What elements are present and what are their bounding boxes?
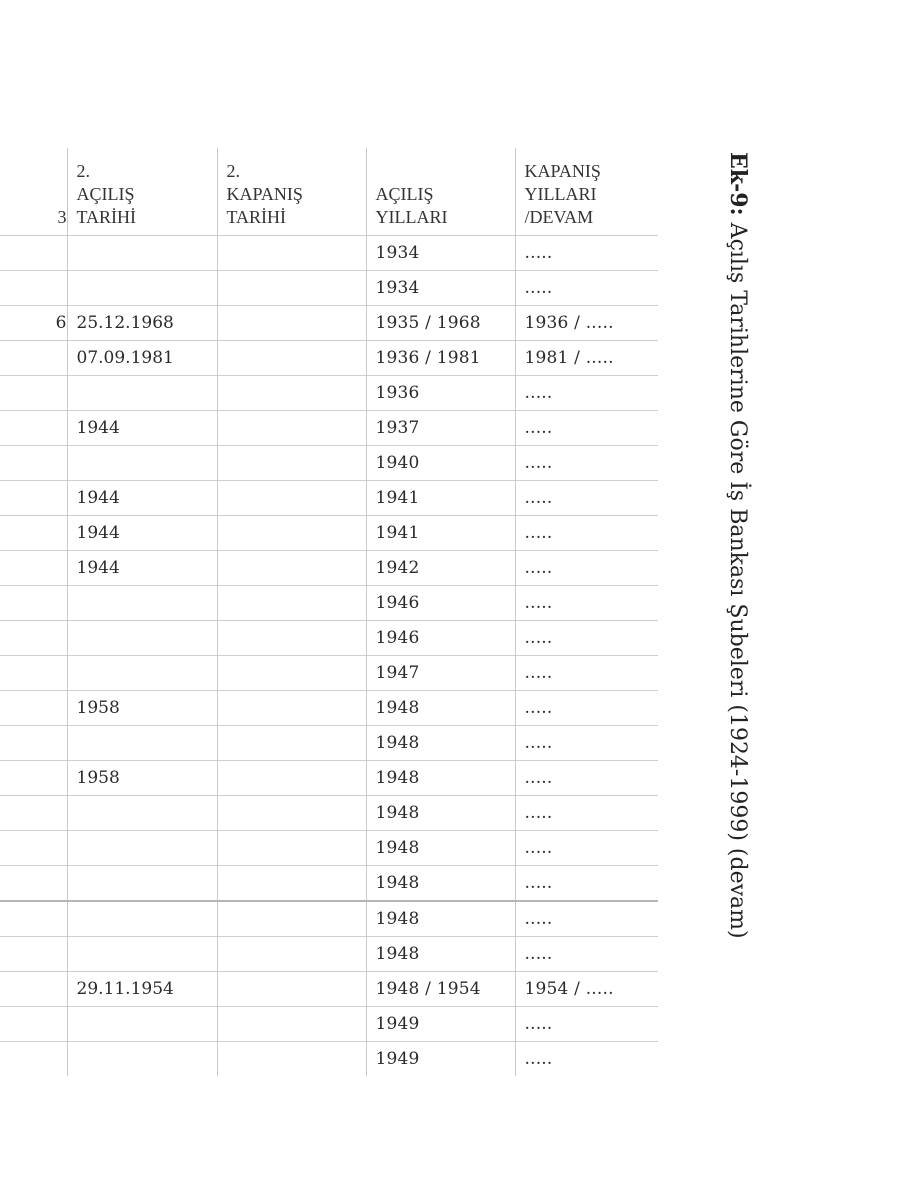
branch-table-container: [0, 148, 658, 1076]
header-row: [0, 148, 658, 236]
clipped-cell: [0, 621, 67, 656]
table-row: [0, 937, 658, 972]
second-opening-date-cell: 1944: [67, 481, 217, 516]
table-row: [0, 306, 658, 341]
header-closing-years-continuing: KAPANIŞ YILLARI /DEVAM: [515, 148, 658, 236]
table-header: [0, 148, 658, 236]
second-opening-date-cell: [67, 586, 217, 621]
closing-years-cell: .....: [515, 901, 658, 937]
second-opening-date-cell: 1958: [67, 691, 217, 726]
clipped-cell: [0, 376, 67, 411]
second-closing-date-cell: [217, 586, 366, 621]
second-closing-date-cell: [217, 796, 366, 831]
opening-years-cell: 1934: [366, 271, 515, 306]
opening-years-cell: 1941: [366, 516, 515, 551]
header-clipped-column: 3: [57, 207, 67, 227]
second-opening-date-cell: [67, 937, 217, 972]
closing-years-cell: .....: [515, 481, 658, 516]
closing-years-cell: .....: [515, 446, 658, 481]
table-row: [0, 516, 658, 551]
table-row: [0, 271, 658, 306]
header-opening-years: AÇILIŞ YILLARI: [366, 148, 515, 236]
opening-years-cell: 1936 / 1981: [366, 341, 515, 376]
closing-years-cell: .....: [515, 831, 658, 866]
opening-years-cell: 1949: [366, 1042, 515, 1077]
opening-years-cell: 1948 / 1954: [366, 972, 515, 1007]
second-opening-date-cell: [67, 831, 217, 866]
opening-years-cell: 1946: [366, 621, 515, 656]
opening-years-cell: 1948: [366, 726, 515, 761]
second-opening-date-cell: [67, 621, 217, 656]
clipped-cell: [0, 271, 67, 306]
second-opening-date-cell: [67, 796, 217, 831]
clipped-cell: [0, 551, 67, 586]
closing-years-cell: 1954 / .....: [515, 972, 658, 1007]
header-second-opening-date: 2. AÇILIŞ TARİHİ: [67, 148, 217, 236]
second-opening-date-cell: [67, 271, 217, 306]
second-opening-date-cell: [67, 866, 217, 902]
clipped-cell: [0, 901, 67, 937]
second-opening-date-cell: [67, 376, 217, 411]
table-body: [0, 236, 658, 1077]
second-closing-date-cell: [217, 656, 366, 691]
second-closing-date-cell: [217, 901, 366, 937]
closing-years-cell: .....: [515, 691, 658, 726]
opening-years-cell: 1936: [366, 376, 515, 411]
clipped-cell: [0, 796, 67, 831]
second-closing-date-cell: [217, 481, 366, 516]
second-opening-date-cell: [67, 236, 217, 271]
table-row: [0, 236, 658, 271]
table-row: [0, 481, 658, 516]
caption-lead: Ek-9:: [725, 152, 751, 216]
clipped-cell: [0, 726, 67, 761]
opening-years-cell: 1948: [366, 866, 515, 902]
second-closing-date-cell: [217, 306, 366, 341]
second-closing-date-cell: [217, 972, 366, 1007]
closing-years-cell: 1981 / .....: [515, 341, 658, 376]
opening-years-cell: 1947: [366, 656, 515, 691]
table-row: [0, 1042, 658, 1077]
clipped-cell: [0, 1042, 67, 1077]
closing-years-cell: .....: [515, 726, 658, 761]
opening-years-cell: 1948: [366, 761, 515, 796]
closing-years-cell: .....: [515, 621, 658, 656]
opening-years-cell: 1940: [366, 446, 515, 481]
second-closing-date-cell: [217, 341, 366, 376]
table-row: [0, 656, 658, 691]
clipped-cell: [0, 516, 67, 551]
second-opening-date-cell: 1958: [67, 761, 217, 796]
second-opening-date-cell: [67, 901, 217, 937]
clipped-cell: [0, 656, 67, 691]
table-row: [0, 761, 658, 796]
second-opening-date-cell: 25.12.1968: [67, 306, 217, 341]
table-row: [0, 1007, 658, 1042]
clipped-cell: [0, 831, 67, 866]
second-opening-date-cell: [67, 446, 217, 481]
closing-years-cell: .....: [515, 656, 658, 691]
clipped-cell: [0, 691, 67, 726]
second-closing-date-cell: [217, 1042, 366, 1077]
second-closing-date-cell: [217, 236, 366, 271]
closing-years-cell: 1936 / .....: [515, 306, 658, 341]
second-closing-date-cell: [217, 831, 366, 866]
table-row: [0, 691, 658, 726]
clipped-cell: [0, 761, 67, 796]
second-closing-date-cell: [217, 726, 366, 761]
second-closing-date-cell: [217, 376, 366, 411]
second-closing-date-cell: [217, 761, 366, 796]
caption-text: Açılış Tarihlerine Göre İş Bankası Şubeleri (1924-1999) (devam): [725, 215, 750, 939]
closing-years-cell: .....: [515, 516, 658, 551]
closing-years-cell: .....: [515, 376, 658, 411]
table-row: [0, 866, 658, 902]
second-closing-date-cell: [217, 551, 366, 586]
second-opening-date-cell: 1944: [67, 551, 217, 586]
clipped-cell: [0, 411, 67, 446]
clipped-cell: [0, 972, 67, 1007]
closing-years-cell: .....: [515, 411, 658, 446]
second-closing-date-cell: [217, 516, 366, 551]
second-closing-date-cell: [217, 691, 366, 726]
closing-years-cell: .....: [515, 866, 658, 902]
second-closing-date-cell: [217, 1007, 366, 1042]
branch-table: [0, 148, 658, 1076]
clipped-cell: 6: [0, 306, 67, 341]
table-row: [0, 901, 658, 937]
clipped-cell: [0, 341, 67, 376]
opening-years-cell: 1948: [366, 901, 515, 937]
table-row: [0, 831, 658, 866]
header-second-closing-date: 2. KAPANIŞ TARİHİ: [217, 148, 366, 236]
second-closing-date-cell: [217, 866, 366, 902]
table-row: [0, 341, 658, 376]
second-opening-date-cell: [67, 1007, 217, 1042]
closing-years-cell: .....: [515, 761, 658, 796]
opening-years-cell: 1948: [366, 796, 515, 831]
table-row: [0, 411, 658, 446]
clipped-cell: [0, 446, 67, 481]
closing-years-cell: .....: [515, 586, 658, 621]
second-opening-date-cell: 1944: [67, 516, 217, 551]
table-row: [0, 376, 658, 411]
second-opening-date-cell: 1944: [67, 411, 217, 446]
opening-years-cell: 1946: [366, 586, 515, 621]
closing-years-cell: .....: [515, 1007, 658, 1042]
clipped-cell: [0, 481, 67, 516]
table-row: [0, 726, 658, 761]
closing-years-cell: .....: [515, 236, 658, 271]
second-opening-date-cell: 29.11.1954: [67, 972, 217, 1007]
opening-years-cell: 1949: [366, 1007, 515, 1042]
closing-years-cell: .....: [515, 1042, 658, 1077]
table-row: [0, 621, 658, 656]
clipped-cell: [0, 1007, 67, 1042]
clipped-cell: [0, 586, 67, 621]
opening-years-cell: 1941: [366, 481, 515, 516]
second-closing-date-cell: [217, 411, 366, 446]
opening-years-cell: 1948: [366, 691, 515, 726]
table-caption: [725, 152, 751, 939]
clipped-cell: [0, 236, 67, 271]
second-opening-date-cell: 07.09.1981: [67, 341, 217, 376]
clipped-cell: [0, 866, 67, 902]
opening-years-cell: 1942: [366, 551, 515, 586]
clipped-cell: [0, 937, 67, 972]
closing-years-cell: .....: [515, 551, 658, 586]
second-opening-date-cell: [67, 726, 217, 761]
second-opening-date-cell: [67, 656, 217, 691]
second-closing-date-cell: [217, 446, 366, 481]
table-row: [0, 586, 658, 621]
table-row: [0, 972, 658, 1007]
table-row: [0, 551, 658, 586]
opening-years-cell: 1934: [366, 236, 515, 271]
second-closing-date-cell: [217, 621, 366, 656]
opening-years-cell: 1937: [366, 411, 515, 446]
closing-years-cell: .....: [515, 937, 658, 972]
opening-years-cell: 1948: [366, 937, 515, 972]
second-opening-date-cell: [67, 1042, 217, 1077]
opening-years-cell: 1948: [366, 831, 515, 866]
second-closing-date-cell: [217, 937, 366, 972]
opening-years-cell: 1935 / 1968: [366, 306, 515, 341]
closing-years-cell: .....: [515, 796, 658, 831]
table-row: [0, 796, 658, 831]
table-row: [0, 446, 658, 481]
second-closing-date-cell: [217, 271, 366, 306]
closing-years-cell: .....: [515, 271, 658, 306]
